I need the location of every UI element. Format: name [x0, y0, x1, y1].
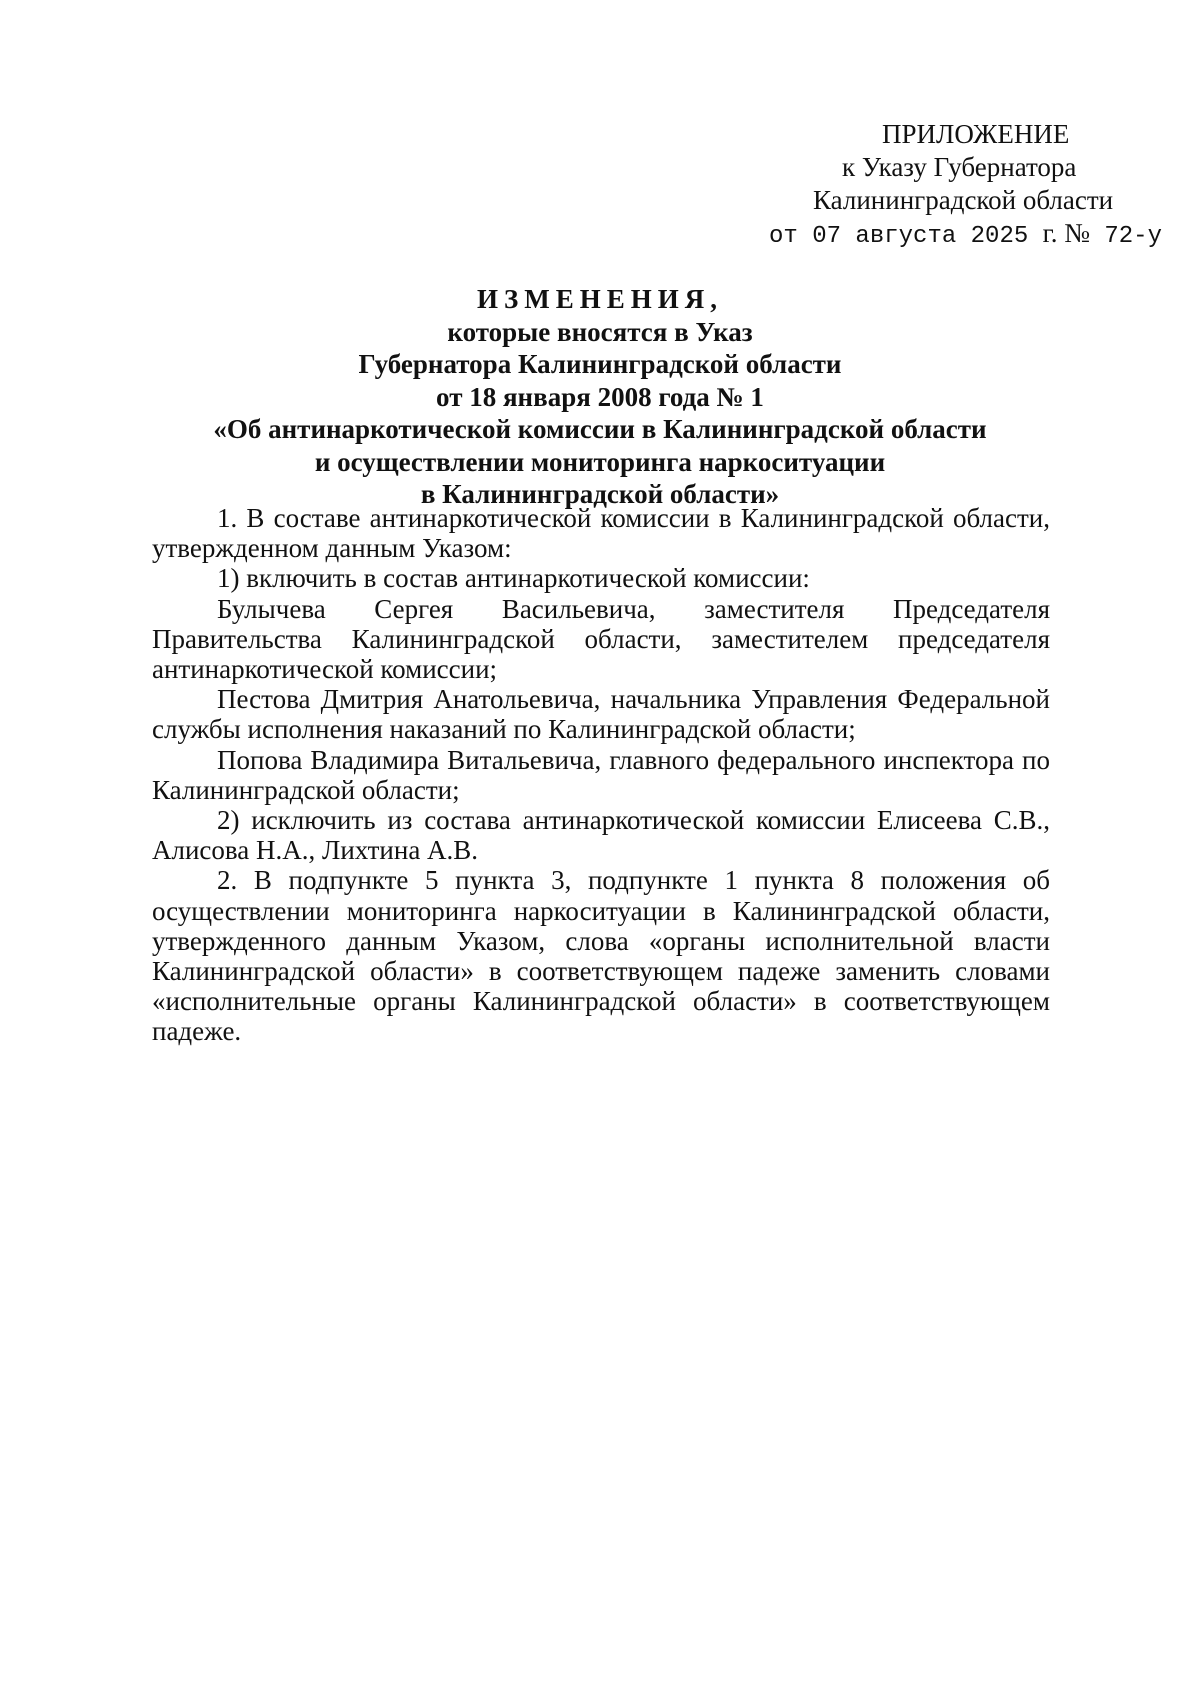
appendix-header — [700, 118, 1162, 253]
title-heading: ИЗМЕНЕНИЯ, — [476, 284, 723, 314]
paragraph-member-popov: Попова Владимира Витальевича, главного федерального инспектора по Калининградской области; — [152, 744, 1050, 805]
appendix-region: Калининградской области — [813, 185, 1114, 215]
title-line-3: от 18 января 2008 года № 1 — [436, 381, 764, 412]
appendix-year-suffix: г. № — [1042, 218, 1090, 248]
appendix-date-line — [700, 217, 1162, 253]
paragraph-2: 2. В подпункте 5 пункта 3, подпункте 1 пункта 8 положения об осуществлении мониторинга наркоситуации в Калининградской области, утвержденного данным Указом, слова «органы исполнительной власти Калининградской области» в соответствующем падеже заменить словами «исполнительные органы Калининградской области» в соответствующем падеже. — [152, 865, 1050, 1047]
title-line-1: которые вносятся в Указ — [447, 316, 753, 347]
paragraph-member-pestov: Пестова Дмитрия Анатольевича, начальника Управления Федеральной службы исполнения наказаний по Калининградской области; — [152, 684, 1050, 745]
appendix-date-value: 07 августа 2025 — [812, 223, 1029, 250]
paragraph-exclude: 2) исключить из состава антинаркотической комиссии Елисеева С.В., Алисова Н.А., Лихтина А.В. — [152, 805, 1050, 866]
title-line-2: Губернатора Калининградской области — [358, 349, 842, 379]
document-title — [150, 283, 1050, 511]
appendix-decree-ref: к Указу Губернатора — [842, 152, 1077, 182]
appendix-label: ПРИЛОЖЕНИЕ — [882, 119, 1070, 149]
document-body — [152, 503, 1050, 1047]
paragraph-include: 1) включить в состав антинаркотической комиссии: — [217, 563, 810, 594]
paragraph-member-bulychev: Булычева Сергея Васильевича, заместителя Председателя Правительства Калининградской области, заместителем председателя антинаркотической комиссии; — [152, 593, 1050, 685]
appendix-number: 72-у — [1104, 223, 1162, 250]
title-line-4: «Об антинаркотической комиссии в Калининградской области — [213, 414, 987, 444]
appendix-date-prefix: от — [769, 223, 798, 250]
paragraph-1: 1. В составе антинаркотической комиссии в Калининградской области, утвержденном данным Указом: — [152, 503, 1050, 564]
title-line-5: и осуществлении мониторинга наркоситуации — [314, 446, 886, 477]
title-line-6: в Калининградской области» — [420, 479, 780, 509]
